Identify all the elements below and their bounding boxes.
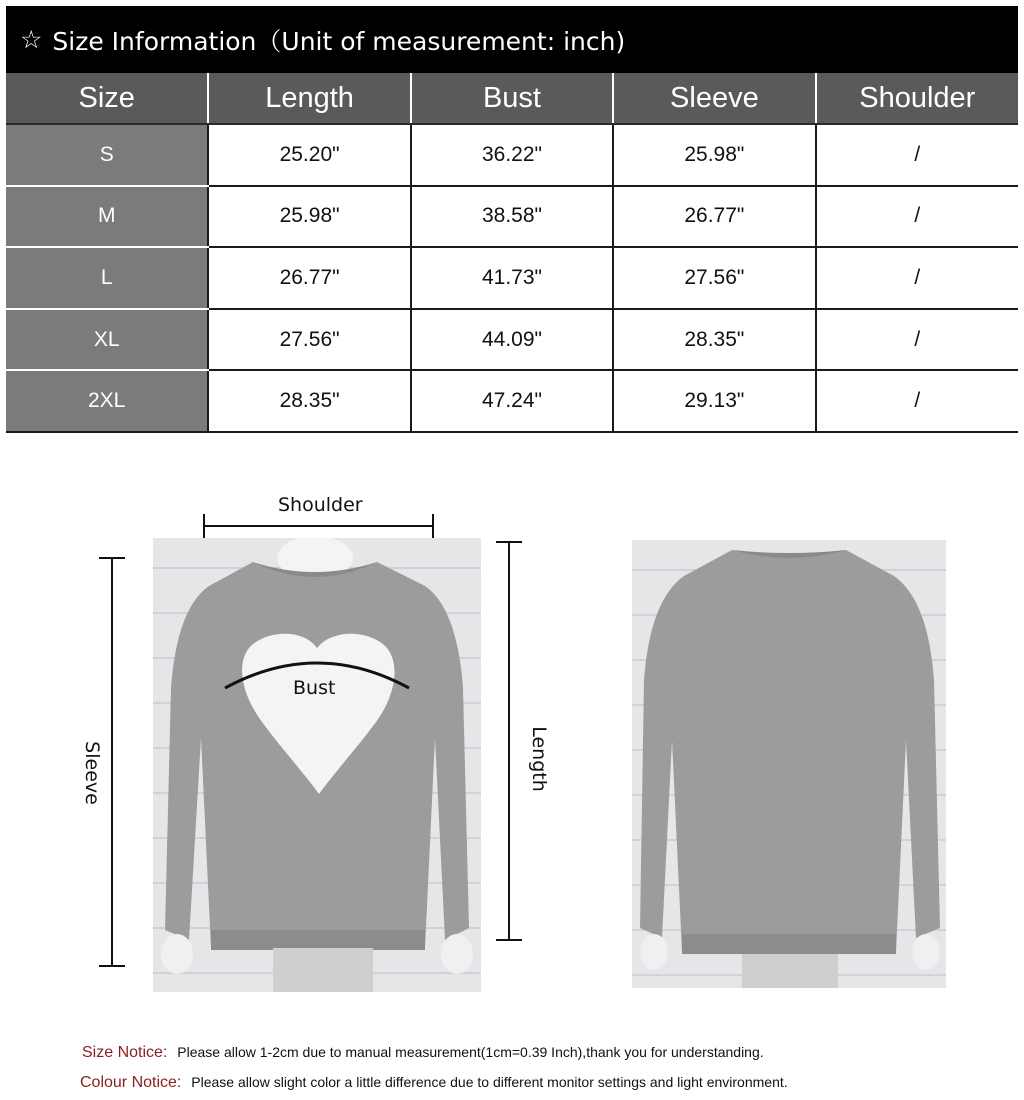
size-notice [82, 1044, 764, 1062]
star-icon: ☆ [20, 25, 43, 54]
size-table [6, 73, 1018, 433]
table-row [6, 124, 1018, 186]
size-info-title-bar [6, 6, 1018, 73]
colour-notice-label: Colour Notice: [80, 1074, 182, 1091]
length-cell: 27.56" [208, 309, 410, 371]
length-cell: 26.77" [208, 247, 410, 309]
sweater-back-photo [632, 540, 946, 988]
bust-cell: 44.09" [411, 309, 613, 371]
sleeve-cell: 25.98" [613, 124, 815, 186]
header-sleeve: Sleeve [613, 73, 815, 124]
length-measure-tick-top [496, 541, 522, 543]
sleeve-cell: 26.77" [613, 186, 815, 248]
table-row [6, 370, 1018, 432]
header-length: Length [208, 73, 410, 124]
sleeve-measure-tick-bottom [99, 965, 125, 967]
table-row [6, 186, 1018, 248]
bust-label: Bust [293, 677, 336, 699]
table-header-row [6, 73, 1018, 124]
size-info-title: Size Information（Unit of measurement: inch) [52, 26, 626, 56]
shoulder-cell: / [816, 309, 1018, 371]
sleeve-cell: 27.56" [613, 247, 815, 309]
sweater-front-illustration [153, 538, 481, 992]
size-cell: XL [6, 309, 208, 371]
sleeve-measure-tick-top [99, 557, 125, 559]
shoulder-measure-tick-right [432, 514, 434, 538]
size-cell: M [6, 186, 208, 248]
bust-cell: 36.22" [411, 124, 613, 186]
sleeve-cell: 29.13" [613, 370, 815, 432]
length-cell: 25.98" [208, 186, 410, 248]
length-measure-tick-bottom [496, 939, 522, 941]
header-size: Size [6, 73, 208, 124]
length-cell: 25.20" [208, 124, 410, 186]
shoulder-cell: / [816, 247, 1018, 309]
size-cell: 2XL [6, 370, 208, 432]
colour-notice-text: Please allow slight color a little difference due to different monitor settings and light environment. [191, 1074, 788, 1090]
size-cell: S [6, 124, 208, 186]
table-row [6, 247, 1018, 309]
header-bust: Bust [411, 73, 613, 124]
sleeve-measure-line [111, 558, 113, 966]
shoulder-measure-tick-left [203, 514, 205, 538]
sweater-front-photo [153, 538, 481, 992]
bust-cell: 38.58" [411, 186, 613, 248]
size-notice-label: Size Notice: [82, 1044, 168, 1061]
sleeve-label: Sleeve [80, 741, 103, 805]
size-notice-text: Please allow 1-2cm due to manual measurement(1cm=0.39 Inch),thank you for understanding. [177, 1044, 764, 1060]
shoulder-measure-line [204, 525, 434, 527]
length-label: Length [527, 726, 550, 792]
bust-cell: 47.24" [411, 370, 613, 432]
sweater-back-illustration [632, 540, 946, 988]
shoulder-label: Shoulder [278, 494, 363, 516]
table-row [6, 309, 1018, 371]
bust-cell: 41.73" [411, 247, 613, 309]
sleeve-cell: 28.35" [613, 309, 815, 371]
header-shoulder: Shoulder [816, 73, 1018, 124]
length-cell: 28.35" [208, 370, 410, 432]
colour-notice [80, 1074, 788, 1092]
shoulder-cell: / [816, 186, 1018, 248]
shoulder-cell: / [816, 124, 1018, 186]
shoulder-cell: / [816, 370, 1018, 432]
size-cell: L [6, 247, 208, 309]
length-measure-line [508, 542, 510, 940]
